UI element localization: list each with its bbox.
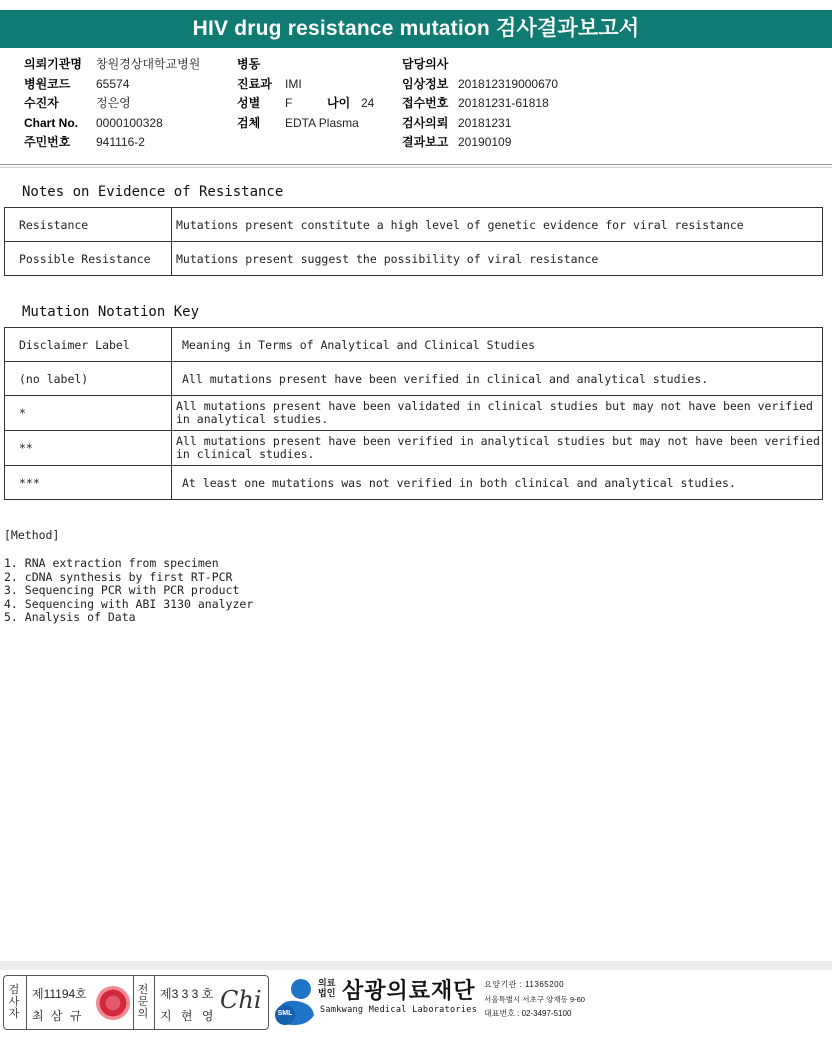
evidence-section-title: Notes on Evidence of Resistance bbox=[22, 184, 284, 200]
patient-field bbox=[24, 75, 200, 95]
table-row bbox=[5, 242, 823, 276]
evidence-table bbox=[4, 207, 823, 276]
field-label: 의뢰기관명 bbox=[24, 57, 82, 71]
lab-code: 요양기관 : 11365200 bbox=[484, 980, 565, 989]
logo-text: SML bbox=[277, 1010, 293, 1017]
patient-field bbox=[24, 114, 200, 134]
notation-text: At least one mutations was not verified in both clinical and analytical studies. bbox=[172, 466, 823, 500]
divider bbox=[0, 164, 832, 165]
method-steps bbox=[4, 557, 253, 625]
patient-field bbox=[402, 133, 558, 153]
seal-stamp bbox=[96, 986, 130, 1020]
sml-logo-icon bbox=[270, 975, 320, 1027]
field-value: 0000100328 bbox=[96, 115, 163, 130]
field-value: 20181231 bbox=[458, 115, 512, 130]
notation-label: ** bbox=[5, 431, 172, 466]
footer-band bbox=[0, 961, 832, 970]
patient-field bbox=[237, 94, 374, 114]
lab-name-ko: 삼광의료재단 bbox=[342, 978, 476, 1003]
notation-text: All mutations present have been verified in clinical and analytical studies. bbox=[172, 362, 823, 396]
divider bbox=[154, 976, 155, 1029]
patient-field bbox=[237, 55, 374, 75]
field-label: 병원코드 bbox=[24, 76, 71, 91]
field-label: Chart No. bbox=[24, 115, 78, 130]
lab-address: 서울특별시 서초구 양재동 9-60 bbox=[484, 995, 585, 1004]
table-row bbox=[5, 466, 823, 500]
notation-label: * bbox=[5, 396, 172, 431]
examiner-license: 제11194호 bbox=[32, 987, 87, 1001]
notation-label: (no label) bbox=[5, 362, 172, 396]
patient-field bbox=[24, 133, 200, 153]
age-value: 24 bbox=[361, 96, 375, 110]
evidence-label: Possible Resistance bbox=[5, 242, 172, 276]
patient-field bbox=[402, 114, 558, 134]
table-row bbox=[5, 362, 823, 396]
notation-text: All mutations present have been validated in clinical studies but may not have been verified in analytical studies. bbox=[172, 396, 823, 431]
field-label: 접수번호 bbox=[402, 96, 449, 110]
field-value: 20181231-61818 bbox=[458, 96, 549, 110]
patient-info-col-2 bbox=[237, 55, 374, 133]
table-header-row bbox=[5, 328, 823, 362]
divider bbox=[0, 167, 832, 168]
field-label: 결과보고 bbox=[402, 135, 449, 149]
field-value: F bbox=[285, 96, 293, 110]
notation-table bbox=[4, 327, 823, 500]
field-label: 주민번호 bbox=[24, 135, 71, 149]
table-row bbox=[5, 396, 823, 431]
field-value: 201812319000670 bbox=[458, 76, 559, 91]
table-row bbox=[5, 208, 823, 242]
evidence-label: Resistance bbox=[5, 208, 172, 242]
evidence-text: Mutations present suggest the possibility of viral resistance bbox=[172, 242, 823, 276]
field-value: EDTA Plasma bbox=[285, 115, 359, 130]
field-value: 20190109 bbox=[458, 135, 512, 149]
column-header: Meaning in Terms of Analytical and Clinical Studies bbox=[172, 328, 823, 362]
lab-name-en: Samkwang Medical Laboratories bbox=[320, 1005, 478, 1015]
field-label: 검사의뢰 bbox=[402, 115, 449, 130]
specialist-name: 지 현 영 bbox=[160, 1009, 217, 1023]
divider bbox=[26, 976, 27, 1029]
column-header: Disclaimer Label bbox=[5, 328, 172, 362]
patient-info-col-3 bbox=[402, 55, 558, 153]
field-value: 65574 bbox=[96, 76, 130, 91]
field-label: 병동 bbox=[237, 57, 261, 71]
notation-label: *** bbox=[5, 466, 172, 500]
specialist-license: 제3 3 3 호 bbox=[160, 987, 214, 1001]
divider bbox=[133, 976, 134, 1029]
method-step: 2. cDNA synthesis by first RT-PCR bbox=[4, 569, 233, 584]
specialist-vlabel: 전문의 bbox=[137, 984, 149, 1020]
age-label: 나이 bbox=[327, 96, 351, 110]
method-step: 4. Sequencing with ABI 3130 analyzer bbox=[4, 596, 254, 611]
field-label: 수진자 bbox=[24, 96, 59, 110]
notation-section-title: Mutation Notation Key bbox=[22, 304, 200, 320]
method-step: 5. Analysis of Data bbox=[4, 610, 136, 624]
field-label: 담당의사 bbox=[402, 57, 449, 71]
corp-label bbox=[318, 978, 335, 998]
patient-field bbox=[24, 55, 200, 75]
field-label: 성별 bbox=[237, 96, 261, 110]
field-label: 진료과 bbox=[237, 76, 272, 91]
patient-field bbox=[402, 94, 558, 114]
signature-box bbox=[3, 975, 269, 1030]
patient-field bbox=[402, 55, 558, 75]
signature-image: Chi bbox=[220, 986, 262, 1014]
patient-field bbox=[402, 75, 558, 95]
patient-field bbox=[237, 114, 374, 134]
corp-label-2: 법인 bbox=[318, 988, 336, 998]
table-row bbox=[5, 431, 823, 466]
evidence-text: Mutations present constitute a high level of genetic evidence for viral resistance bbox=[172, 208, 823, 242]
notation-text: All mutations present have been verified in analytical studies but may not have been verified in clinical studies. bbox=[172, 431, 823, 466]
field-label: 검체 bbox=[237, 115, 261, 130]
sml-logo bbox=[270, 975, 320, 1027]
patient-field bbox=[24, 94, 200, 114]
patient-info-col-1 bbox=[24, 55, 200, 153]
field-value: 정은영 bbox=[96, 96, 131, 110]
field-value: 941116-2 bbox=[96, 135, 145, 149]
method-step: 1. RNA extraction from specimen bbox=[4, 556, 219, 570]
patient-field bbox=[237, 75, 374, 95]
examiner-vlabel: 검사자 bbox=[8, 984, 20, 1020]
corp-label-1: 의료 bbox=[318, 978, 336, 988]
method-title: [Method] bbox=[4, 528, 60, 542]
lab-phone: 대표번호 : 02-3497-5100 bbox=[484, 1009, 572, 1018]
method-step: 3. Sequencing PCR with PCR product bbox=[4, 583, 240, 597]
field-label: 임상정보 bbox=[402, 76, 449, 91]
field-value: 창원경상대학교병원 bbox=[96, 57, 201, 71]
examiner-name: 최 삼 규 bbox=[32, 1009, 84, 1023]
field-value: IMI bbox=[285, 76, 302, 91]
report-title: HIV drug resistance mutation 검사결과보고서 bbox=[0, 10, 832, 48]
patient-info bbox=[0, 48, 832, 164]
